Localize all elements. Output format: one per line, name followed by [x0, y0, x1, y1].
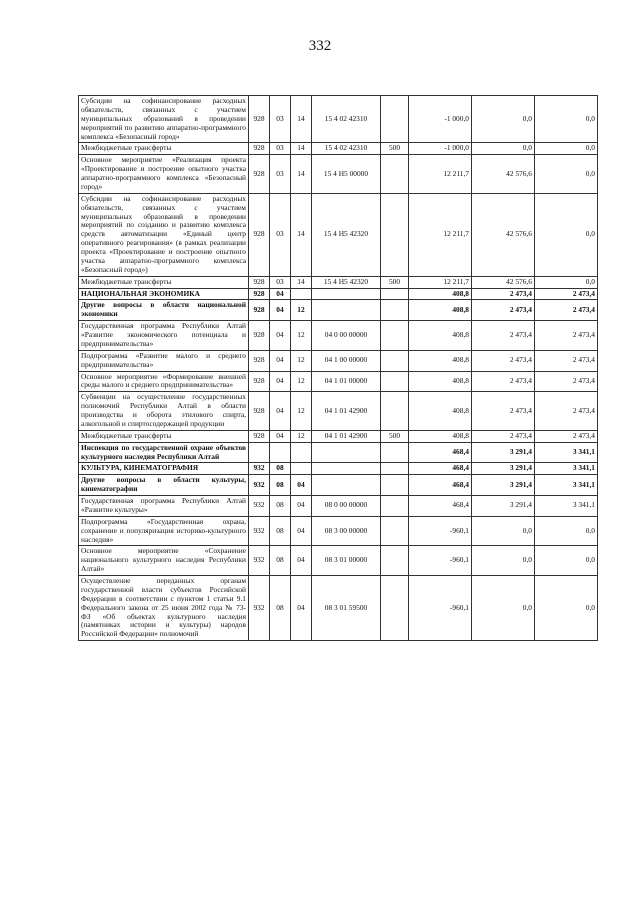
- section-code-cell: 03: [270, 193, 291, 276]
- amount-2-cell: 0,0: [472, 546, 535, 576]
- section-code-cell: 03: [270, 155, 291, 194]
- target-article-cell: 08 3 00 00000: [312, 516, 381, 546]
- amount-2-cell: 3 291,4: [472, 475, 535, 496]
- amount-3-cell: 0,0: [535, 546, 598, 576]
- budget-table: [78, 95, 598, 641]
- amount-2-cell: 42 576,6: [472, 193, 535, 276]
- amount-1-cell: 408,8: [409, 430, 472, 442]
- expense-type-cell: [381, 321, 409, 351]
- expense-type-cell: [381, 155, 409, 194]
- amount-1-cell: 468,4: [409, 442, 472, 463]
- table-row: [79, 155, 598, 194]
- row-name-cell: Межбюджетные трансферты: [79, 430, 249, 442]
- amount-3-cell: 0,0: [535, 96, 598, 143]
- section-code-cell: 08: [270, 546, 291, 576]
- ministry-code-cell: 932: [249, 546, 270, 576]
- amount-3-cell: 2 473,4: [535, 321, 598, 351]
- amount-3-cell: 2 473,4: [535, 350, 598, 371]
- expense-type-cell: 500: [381, 143, 409, 155]
- expense-type-cell: [381, 193, 409, 276]
- ministry-code-cell: 928: [249, 430, 270, 442]
- amount-2-cell: 2 473,4: [472, 350, 535, 371]
- section-code-cell: 08: [270, 516, 291, 546]
- target-article-cell: [312, 300, 381, 321]
- row-name-cell: Инспекция по государственной охране объектов культурного наследия Республики Алтай: [79, 442, 249, 463]
- row-name-cell: Государственная программа Республики Алтай «Развитие культуры»: [79, 496, 249, 517]
- target-article-cell: [312, 442, 381, 463]
- amount-2-cell: 3 291,4: [472, 442, 535, 463]
- amount-1-cell: 408,8: [409, 350, 472, 371]
- expense-type-cell: 500: [381, 430, 409, 442]
- amount-3-cell: 0,0: [535, 193, 598, 276]
- section-code-cell: 04: [270, 321, 291, 351]
- amount-2-cell: 42 576,6: [472, 155, 535, 194]
- expense-type-cell: [381, 392, 409, 431]
- ministry-code-cell: 928: [249, 392, 270, 431]
- subsection-code-cell: 14: [291, 143, 312, 155]
- subsection-code-cell: 14: [291, 96, 312, 143]
- section-code-cell: 04: [270, 350, 291, 371]
- row-name-cell: НАЦИОНАЛЬНАЯ ЭКОНОМИКА: [79, 288, 249, 300]
- amount-2-cell: 2 473,4: [472, 288, 535, 300]
- ministry-code-cell: 928: [249, 96, 270, 143]
- section-code-cell: 04: [270, 392, 291, 431]
- ministry-code-cell: 932: [249, 576, 270, 641]
- target-article-cell: 08 3 01 59500: [312, 576, 381, 641]
- subsection-code-cell: 12: [291, 321, 312, 351]
- expense-type-cell: [381, 371, 409, 392]
- subsection-code-cell: 14: [291, 276, 312, 288]
- target-article-cell: 04 1 00 00000: [312, 350, 381, 371]
- expense-type-cell: [381, 516, 409, 546]
- amount-2-cell: 2 473,4: [472, 300, 535, 321]
- expense-type-cell: [381, 442, 409, 463]
- target-article-cell: [312, 288, 381, 300]
- subsection-code-cell: [291, 288, 312, 300]
- amount-1-cell: -960,1: [409, 576, 472, 641]
- section-code-cell: 04: [270, 300, 291, 321]
- amount-3-cell: 2 473,4: [535, 392, 598, 431]
- target-article-cell: 15 4 H5 42320: [312, 276, 381, 288]
- ministry-code-cell: 928: [249, 350, 270, 371]
- row-name-cell: Межбюджетные трансферты: [79, 276, 249, 288]
- target-article-cell: 04 0 00 00000: [312, 321, 381, 351]
- amount-1-cell: 468,4: [409, 463, 472, 475]
- target-article-cell: 15 4 02 42310: [312, 96, 381, 143]
- table-row: [79, 288, 598, 300]
- amount-2-cell: 3 291,4: [472, 496, 535, 517]
- table-row: [79, 496, 598, 517]
- expense-type-cell: [381, 475, 409, 496]
- table-row: [79, 276, 598, 288]
- amount-1-cell: 408,8: [409, 371, 472, 392]
- amount-1-cell: 12 211,7: [409, 193, 472, 276]
- section-code-cell: 03: [270, 143, 291, 155]
- amount-3-cell: 0,0: [535, 516, 598, 546]
- section-code-cell: 03: [270, 96, 291, 143]
- target-article-cell: [312, 475, 381, 496]
- page-number: 332: [308, 38, 332, 54]
- target-article-cell: 15 4 H5 00000: [312, 155, 381, 194]
- subsection-code-cell: 04: [291, 576, 312, 641]
- amount-1-cell: 408,8: [409, 321, 472, 351]
- row-name-cell: Подпрограмма «Развитие малого и среднего предпринимательства»: [79, 350, 249, 371]
- table-row: [79, 475, 598, 496]
- amount-3-cell: 2 473,4: [535, 371, 598, 392]
- section-code-cell: 04: [270, 430, 291, 442]
- section-code-cell: [270, 442, 291, 463]
- ministry-code-cell: 928: [249, 193, 270, 276]
- amount-3-cell: 3 341,1: [535, 442, 598, 463]
- table-row: [79, 300, 598, 321]
- amount-1-cell: 408,8: [409, 300, 472, 321]
- row-name-cell: Субсидии на софинансирование расходных обязательств, связанных с участием муниципальных образований в проведении мероприятий по созданию и развитию комплекса средств автоматизации «Единый центр оперативного реагирования» (в рамках реализации проекта «Проектирование и построение опытного участка аппаратно-программного комплекса «Безопасный город»): [79, 193, 249, 276]
- row-name-cell: Основное мероприятие «Реализация проекта «Проектирование и построение опытного участка аппаратно-программного комплекса «Безопасный город»: [79, 155, 249, 194]
- amount-2-cell: 2 473,4: [472, 321, 535, 351]
- section-code-cell: 04: [270, 371, 291, 392]
- table-row: [79, 143, 598, 155]
- amount-3-cell: 2 473,4: [535, 300, 598, 321]
- ministry-code-cell: 928: [249, 155, 270, 194]
- ministry-code-cell: 932: [249, 463, 270, 475]
- expense-type-cell: [381, 463, 409, 475]
- row-name-cell: Другие вопросы в области культуры, кинематографии: [79, 475, 249, 496]
- row-name-cell: Межбюджетные трансферты: [79, 143, 249, 155]
- amount-3-cell: 2 473,4: [535, 288, 598, 300]
- subsection-code-cell: 12: [291, 350, 312, 371]
- target-article-cell: 04 1 01 00000: [312, 371, 381, 392]
- subsection-code-cell: 14: [291, 193, 312, 276]
- table-row: [79, 371, 598, 392]
- table-row: [79, 516, 598, 546]
- amount-1-cell: -1 000,0: [409, 143, 472, 155]
- expense-type-cell: [381, 496, 409, 517]
- amount-2-cell: 0,0: [472, 96, 535, 143]
- section-code-cell: 04: [270, 288, 291, 300]
- amount-1-cell: 468,4: [409, 475, 472, 496]
- table-row: [79, 350, 598, 371]
- table-row: [79, 96, 598, 143]
- target-article-cell: 15 4 02 42310: [312, 143, 381, 155]
- row-name-cell: Государственная программа Республики Алтай «Развитие экономического потенциала и предпринимательства»: [79, 321, 249, 351]
- expense-type-cell: [381, 576, 409, 641]
- ministry-code-cell: 928: [249, 300, 270, 321]
- expense-type-cell: [381, 288, 409, 300]
- subsection-code-cell: 04: [291, 475, 312, 496]
- section-code-cell: 08: [270, 496, 291, 517]
- ministry-code-cell: 928: [249, 371, 270, 392]
- row-name-cell: КУЛЬТУРА, КИНЕМАТОГРАФИЯ: [79, 463, 249, 475]
- amount-2-cell: 2 473,4: [472, 371, 535, 392]
- subsection-code-cell: 12: [291, 392, 312, 431]
- ministry-code-cell: 932: [249, 496, 270, 517]
- target-article-cell: 08 0 00 00000: [312, 496, 381, 517]
- table-row: [79, 442, 598, 463]
- subsection-code-cell: 12: [291, 430, 312, 442]
- expense-type-cell: [381, 546, 409, 576]
- subsection-code-cell: [291, 442, 312, 463]
- table-row: [79, 321, 598, 351]
- table-row: [79, 463, 598, 475]
- subsection-code-cell: 04: [291, 546, 312, 576]
- table-row: [79, 392, 598, 431]
- row-name-cell: Субвенции на осуществление государственных полномочий Республики Алтай в области производства и оборота этилового спирта, алкогольной и спиртосодержащей продукции: [79, 392, 249, 431]
- subsection-code-cell: 12: [291, 300, 312, 321]
- amount-3-cell: 0,0: [535, 276, 598, 288]
- table-row: [79, 193, 598, 276]
- amount-1-cell: -1 000,0: [409, 96, 472, 143]
- subsection-code-cell: [291, 463, 312, 475]
- amount-2-cell: 0,0: [472, 143, 535, 155]
- section-code-cell: 08: [270, 576, 291, 641]
- subsection-code-cell: 04: [291, 496, 312, 517]
- target-article-cell: 04 1 01 42900: [312, 430, 381, 442]
- ministry-code-cell: 928: [249, 321, 270, 351]
- table-row: [79, 430, 598, 442]
- row-name-cell: Подпрограмма «Государственная охрана, сохранение и популяризация историко-культурного наследия»: [79, 516, 249, 546]
- amount-2-cell: 3 291,4: [472, 463, 535, 475]
- ministry-code-cell: [249, 442, 270, 463]
- expense-type-cell: [381, 96, 409, 143]
- table-row: [79, 576, 598, 641]
- amount-3-cell: 0,0: [535, 576, 598, 641]
- row-name-cell: Основное мероприятие «Формирование внешней среды малого и среднего предпринимательства»: [79, 371, 249, 392]
- target-article-cell: [312, 463, 381, 475]
- ministry-code-cell: 932: [249, 516, 270, 546]
- row-name-cell: Субсидии на софинансирование расходных обязательств, связанных с участием муниципальных образований в проведении мероприятий по развитию аппаратно-программного комплекса «Безопасный город»: [79, 96, 249, 143]
- target-article-cell: 08 3 01 00000: [312, 546, 381, 576]
- amount-2-cell: 0,0: [472, 576, 535, 641]
- amount-1-cell: -960,1: [409, 516, 472, 546]
- subsection-code-cell: 04: [291, 516, 312, 546]
- ministry-code-cell: 928: [249, 276, 270, 288]
- amount-3-cell: 3 341,1: [535, 463, 598, 475]
- table-row: [79, 546, 598, 576]
- target-article-cell: 04 1 01 42900: [312, 392, 381, 431]
- amount-3-cell: 3 341,1: [535, 475, 598, 496]
- amount-2-cell: 42 576,6: [472, 276, 535, 288]
- section-code-cell: 03: [270, 276, 291, 288]
- row-name-cell: Другие вопросы в области национальной экономики: [79, 300, 249, 321]
- amount-1-cell: 12 211,7: [409, 155, 472, 194]
- amount-2-cell: 0,0: [472, 516, 535, 546]
- amount-3-cell: 0,0: [535, 155, 598, 194]
- section-code-cell: 08: [270, 475, 291, 496]
- amount-1-cell: 468,4: [409, 496, 472, 517]
- amount-1-cell: -960,1: [409, 546, 472, 576]
- subsection-code-cell: 14: [291, 155, 312, 194]
- amount-3-cell: 3 341,1: [535, 496, 598, 517]
- amount-3-cell: 0,0: [535, 143, 598, 155]
- amount-2-cell: 2 473,4: [472, 392, 535, 431]
- expense-type-cell: [381, 350, 409, 371]
- amount-1-cell: 408,8: [409, 392, 472, 431]
- subsection-code-cell: 12: [291, 371, 312, 392]
- row-name-cell: Осуществление переданных органам государственной власти субъектов Российской Федерации в соответствии с пунктом 1 статьи 9.1 Федерального закона от 25 июня 2002 года № 73-ФЗ «Об объектах культурного наследия (памятниках истории и культуры) народов Российской Федерации» полномочий: [79, 576, 249, 641]
- amount-1-cell: 12 211,7: [409, 276, 472, 288]
- ministry-code-cell: 932: [249, 475, 270, 496]
- amount-2-cell: 2 473,4: [472, 430, 535, 442]
- expense-type-cell: 500: [381, 276, 409, 288]
- amount-1-cell: 408,8: [409, 288, 472, 300]
- amount-3-cell: 2 473,4: [535, 430, 598, 442]
- row-name-cell: Основное мероприятие «Сохранение национального культурного наследия Республики Алтай»: [79, 546, 249, 576]
- target-article-cell: 15 4 H5 42320: [312, 193, 381, 276]
- section-code-cell: 08: [270, 463, 291, 475]
- expense-type-cell: [381, 300, 409, 321]
- ministry-code-cell: 928: [249, 143, 270, 155]
- ministry-code-cell: 928: [249, 288, 270, 300]
